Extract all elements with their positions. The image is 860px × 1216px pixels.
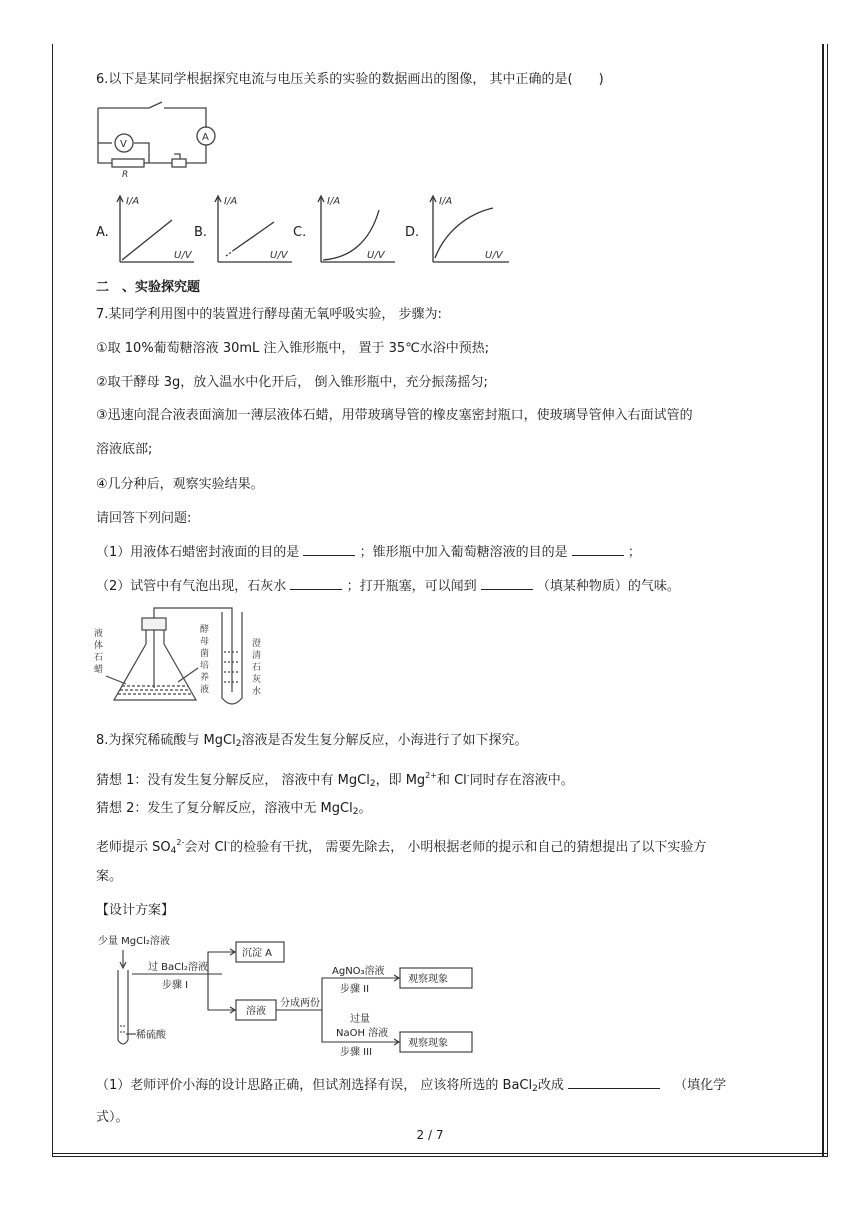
g1-b: ，即 Mg — [375, 773, 426, 788]
option-b-graph — [212, 192, 297, 267]
flow-box-obs2: 观察现象 — [408, 1038, 448, 1049]
option-b-ylabel: I/A — [224, 196, 238, 207]
flow-agno3: AgNO₃溶液 — [332, 966, 385, 977]
page-number: 2 / 7 — [416, 1128, 444, 1142]
fig-right-label-2: 清 — [252, 651, 262, 661]
option-c-ylabel: I/A — [327, 196, 341, 207]
fig-mid-label-2: 母 — [200, 637, 210, 647]
g2-sub: 2 — [352, 807, 359, 817]
q7-sub2-text-b: ；打开瓶塞，可以闻到 — [346, 579, 477, 594]
g1-sup2: - — [466, 771, 470, 780]
q6-option-b[interactable] — [194, 192, 294, 267]
q8-stem-b: 溶液是否发生复分解反应，小海进行了如下探究。 — [241, 733, 528, 748]
section-title: 二 、实验探究题 — [96, 280, 201, 295]
g1-sup: 2+ — [425, 771, 437, 780]
q6-option-d[interactable] — [405, 192, 515, 267]
page-border-right — [822, 44, 824, 1156]
q7-apparatus-figure — [92, 602, 267, 714]
q7-blank-1[interactable] — [303, 543, 355, 556]
hint-a: 老师提示 SO — [96, 840, 171, 855]
q8-sub1-sub: 2 — [532, 1084, 538, 1094]
q8-blank-1[interactable] — [568, 1076, 660, 1089]
option-d-graph — [427, 192, 515, 267]
q8-sub1-b: 改成 — [537, 1078, 564, 1093]
q7-sub2-text-c: （填某种物质）的气味。 — [536, 579, 680, 594]
flow-step1: 步骤 I — [162, 980, 189, 991]
resistor-label: R — [122, 170, 129, 178]
fig-right-label-4: 灰 — [252, 675, 262, 685]
flow-box-solution: 溶液 — [246, 1006, 266, 1017]
q7-sub1-text-b: ；锥形瓶中加入葡萄糖溶液的目的是 — [359, 545, 568, 560]
g2-b: 。 — [358, 801, 372, 816]
option-c-letter: C. — [293, 225, 307, 240]
option-c-graph — [315, 192, 400, 267]
option-d-letter: D. — [405, 225, 420, 240]
q7-blank-3[interactable] — [290, 577, 342, 590]
option-d-ylabel: I/A — [439, 196, 453, 207]
g1-d: 同时存在溶液中。 — [469, 773, 574, 788]
fig-mid-label-6: 液 — [200, 685, 210, 695]
hint-sub: 4 — [170, 846, 177, 856]
option-b-letter: B. — [194, 225, 208, 240]
q8-sub1 — [96, 1076, 726, 1098]
q8-stem-sub: 2 — [235, 739, 242, 749]
q8-sub1-a: （1）老师评价小海的设计思路正确，但试剂选择有误， 应该将所选的 BaCl — [96, 1078, 533, 1093]
q8-guess1 — [96, 767, 574, 793]
hint-c: 的检验有干扰， 需要先除去， 小明根据老师的提示和自己的猜想提出了以下实验方 — [230, 840, 707, 855]
q6-circuit-diagram — [94, 98, 219, 178]
option-a-xlabel: U/V — [174, 250, 192, 261]
q7-step3-cont: 溶液底部; — [96, 442, 153, 457]
g1-c: 和 Cl — [436, 773, 467, 788]
option-a-ylabel: I/A — [126, 196, 140, 207]
ammeter-label: A — [202, 132, 209, 143]
footer-rule — [52, 1153, 828, 1154]
g1-a: 猜想 1：没有发生复分解反应， 溶液中有 MgCl — [96, 773, 370, 788]
hint-b: 会对 Cl — [184, 840, 228, 855]
hint-sup: 2- — [176, 838, 185, 847]
option-a-letter: A. — [96, 225, 109, 240]
flow-top-reagent: 少量 MgCl₂溶液 — [98, 936, 170, 947]
q7-step3: ③迅速向混合液表面滴加一薄层液体石蜡，用带玻璃导管的橡皮塞密封瓶口，使玻璃导管伸入右面试管的 — [96, 408, 693, 423]
hint-sup2: - — [227, 838, 231, 847]
footer-rule-2 — [52, 1156, 828, 1157]
fig-left-label-4: 蜡 — [94, 665, 104, 675]
q8-sub1-cont: 式）。 — [96, 1110, 129, 1125]
fig-left-label-1: 液 — [94, 629, 104, 639]
flow-box-obs1: 观察现象 — [408, 974, 448, 985]
q8-guess2 — [96, 800, 371, 821]
fig-mid-label-5: 养 — [200, 673, 210, 683]
q8-stem-a: 8.为探究稀硫酸与 MgCl — [96, 733, 236, 748]
q8-hint-cont: 案。 — [96, 869, 123, 884]
q7-step1: ①取 10%葡萄糖溶液 30mL 注入锥形瓶中， 置于 35℃水浴中预热; — [96, 341, 490, 356]
fig-mid-label-3: 菌 — [200, 649, 210, 659]
q7-blank-2[interactable] — [572, 543, 624, 556]
q8-flowchart — [96, 930, 481, 1060]
q8-design-title: 【设计方案】 — [96, 903, 175, 918]
g1-sub: 2 — [369, 779, 376, 789]
page-border-right-inner — [827, 44, 828, 1156]
flow-add-bacl2: 过 BaCl₂溶液 — [148, 962, 208, 973]
option-b-xlabel: U/V — [270, 250, 288, 261]
fig-mid-label-4: 培 — [200, 661, 210, 671]
fig-right-label-3: 石 — [252, 663, 262, 673]
flow-step2: 步骤 II — [340, 984, 370, 995]
q6-option-a[interactable] — [96, 192, 196, 267]
page-border-left — [52, 44, 53, 1156]
option-c-xlabel: U/V — [367, 250, 385, 261]
flow-step3: 步骤 III — [340, 1047, 373, 1058]
option-a-graph — [114, 192, 199, 267]
q6-option-c[interactable] — [293, 192, 403, 267]
q7-sub1-text-a: （1）用液体石蜡密封液面的目的是 — [96, 545, 300, 560]
flow-box-precip: 沉淀 A — [242, 948, 273, 959]
q8-sub1-c: （填化学 — [674, 1078, 727, 1093]
g2-a: 猜想 2：发生了复分解反应，溶液中无 MgCl — [96, 801, 353, 816]
q7-blank-4[interactable] — [481, 577, 533, 590]
q7-step2: ②取干酵母 3g，放入温水中化开后， 倒入锥形瓶中，充分振荡摇匀; — [96, 375, 488, 390]
flow-split: 分成两份 — [280, 998, 320, 1009]
flow-naoh: NaOH 溶液 — [336, 1028, 389, 1039]
q8-stem — [96, 732, 527, 753]
q7-sub1-text-c: ； — [627, 545, 641, 560]
flow-acid: 稀硫酸 — [136, 1030, 166, 1041]
q7-prompt: 请回答下列问题: — [96, 511, 192, 526]
q7-sub2-text-a: （2）试管中有气泡出现，石灰水 — [96, 579, 287, 594]
fig-right-label-5: 水 — [252, 687, 262, 697]
fig-left-label-3: 石 — [94, 653, 104, 663]
fig-mid-label-1: 酵 — [200, 625, 210, 635]
q7-stem: 7.某同学利用图中的装置进行酵母菌无氧呼吸实验， 步骤为: — [96, 307, 442, 322]
voltmeter-label: V — [120, 139, 127, 150]
q7-step4: ④几分种后，观察实验结果。 — [96, 477, 264, 492]
q6-stem: 6.以下是某同学根据探究电流与电压关系的实验的数据画出的图像， 其中正确的是( ) — [96, 72, 604, 87]
option-d-xlabel: U/V — [485, 250, 503, 261]
flow-excess: 过量 — [350, 1014, 370, 1025]
fig-left-label-2: 体 — [94, 641, 104, 651]
q7-sub2 — [96, 577, 680, 596]
q7-sub1 — [96, 543, 641, 562]
q8-hint — [96, 834, 706, 860]
fig-right-label-1: 澄 — [252, 639, 262, 649]
